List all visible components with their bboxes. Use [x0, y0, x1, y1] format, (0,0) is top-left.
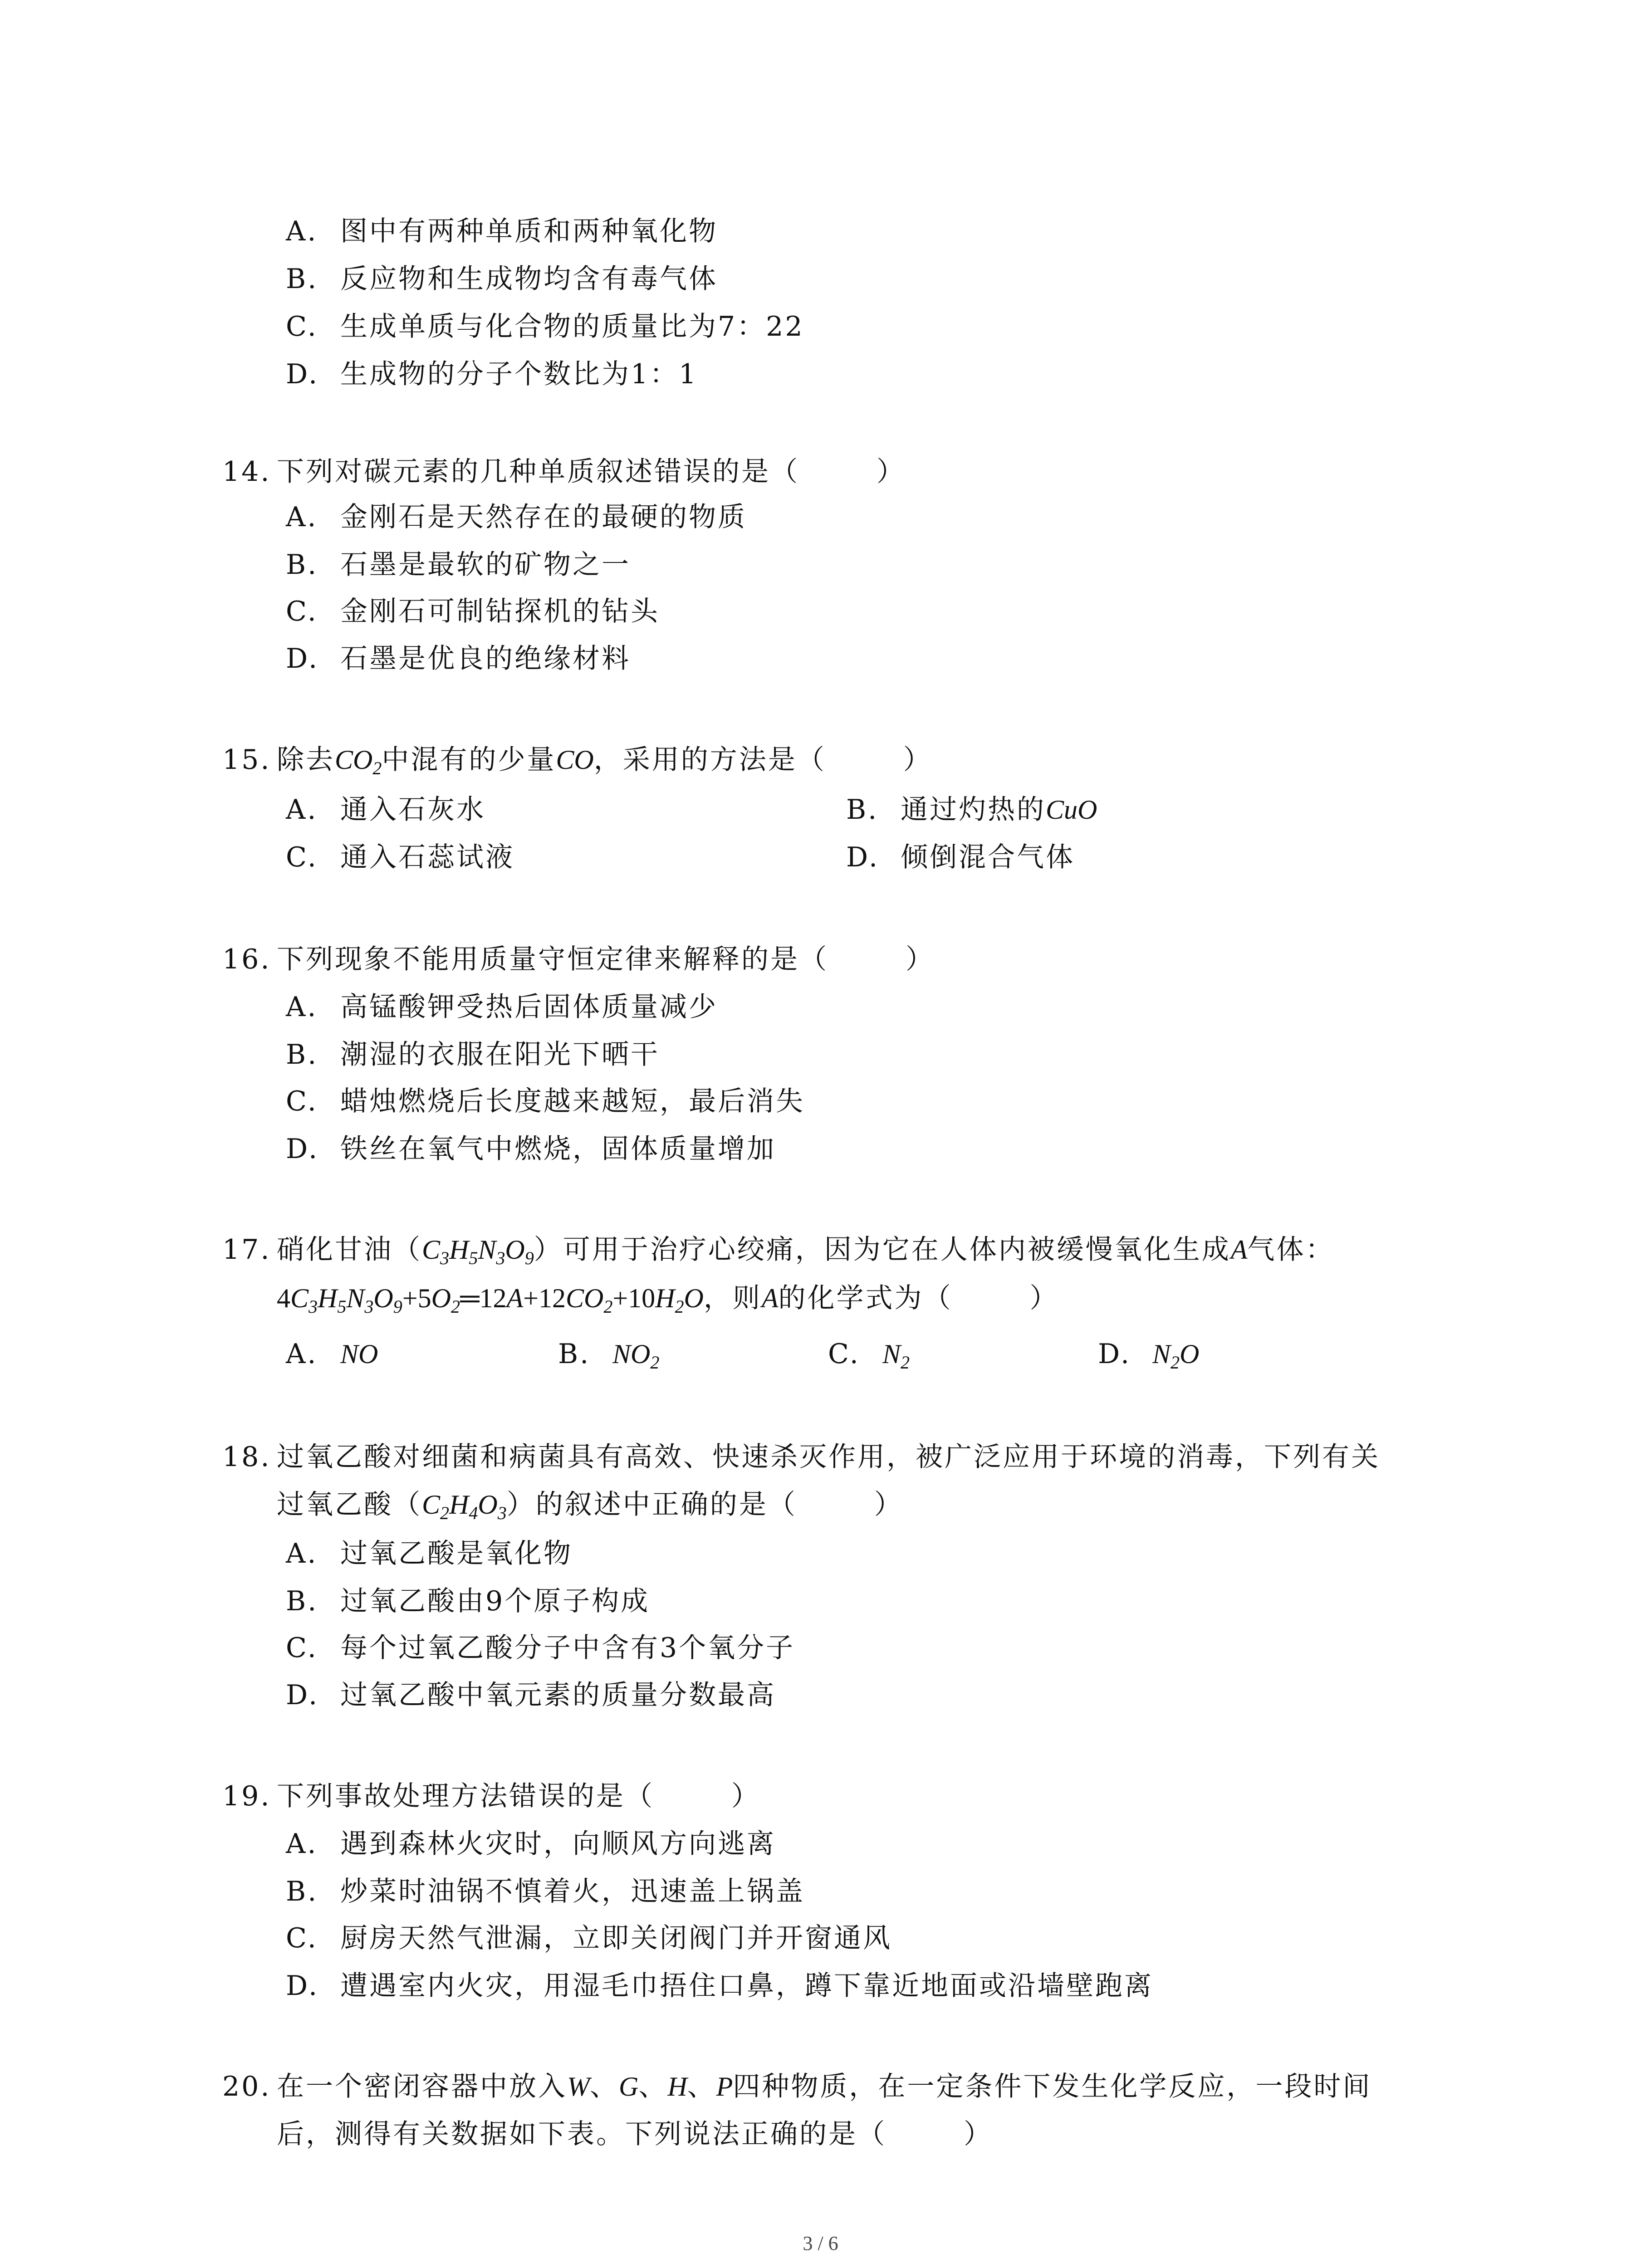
q14-option-c: C. 金刚石可制钻探机的钻头: [286, 596, 660, 627]
q15-option-a: A. 通入石灰水: [286, 794, 485, 826]
q14-option-a: A. 金刚石是天然存在的最硬的物质: [286, 501, 747, 533]
q20-stem-line2: 后，测得有关数据如下表。下列说法正确的是（ ）: [277, 2118, 993, 2150]
q18-option-c: C. 每个过氧乙酸分子中含有3个氧分子: [286, 1632, 795, 1664]
page-number: 3 / 6: [803, 2232, 838, 2254]
q18-stem-line2: 过氧乙酸$(C_2H_4O_3)$的叙述中正确的是（ ）: [277, 1489, 903, 1523]
q17-stem-line1: 17. 硝化甘油$(C_3H_5N_3O_9)$可用于治疗心绞痛，因为它在人体内被缓慢氧化生成A气体：: [222, 1234, 1335, 1268]
q18-option-a: A. 过氧乙酸是氧化物: [286, 1538, 573, 1569]
q16-option-b: B. 潮湿的衣服在阳光下晒干: [286, 1039, 660, 1070]
q15-option-b: B. 通过灼热的CuO: [846, 794, 1097, 826]
q16-stem: 16. 下列现象不能用质量守恒定律来解释的是（ ）: [222, 943, 935, 975]
q18-option-d: D. 过氧乙酸中氧元素的质量分数最高: [286, 1679, 776, 1711]
q15-option-d: D. 倾倒混合气体: [846, 841, 1075, 873]
q19-stem: 19. 下列事故处理方法错误的是（ ）: [222, 1780, 760, 1812]
q17-equation: $4C_3H_5N_3O_9+5O_2═12A+12CO_2+10H_2O$，则A的化学式为（ ）: [277, 1282, 1059, 1317]
q16-option-a: A. 高锰酸钾受热后固体质量减少: [286, 991, 718, 1023]
q13-option-b: B. 反应物和生成物均含有毒气体: [286, 263, 718, 295]
q15-option-c: C. 通入石蕊试液: [286, 841, 514, 873]
q14-stem: 14. 下列对碳元素的几种单质叙述错误的是（ ）: [222, 456, 906, 488]
q19-option-b: B. 炒菜时油锅不慎着火，迅速盖上锅盖: [286, 1876, 805, 1907]
q18-option-b: B. 过氧乙酸由9个原子构成: [286, 1585, 650, 1617]
q17-option-d: D. $N_2O$: [1098, 1338, 1200, 1373]
q20-stem-line1: 20. 在一个密闭容器中放入W、G、H、P四种物质，在一定条件下发生化学反应，一段时间: [222, 2071, 1372, 2102]
q19-option-d: D. 遭遇室内火灾，用湿毛巾捂住口鼻，蹲下靠近地面或沿墙壁跑离: [286, 1970, 1153, 2002]
q17-option-b: B. $NO_2$: [558, 1338, 660, 1373]
q19-option-c: C. 厨房天然气泄漏，立即关闭阀门并开窗通风: [286, 1922, 892, 1954]
q13-option-a: A. 图中有两种单质和两种氧化物: [286, 215, 718, 247]
q14-option-d: D. 石墨是优良的绝缘材料: [286, 643, 631, 675]
q19-option-a: A. 遇到森林火灾时，向顺风方向逃离: [286, 1828, 776, 1860]
q13-option-d: D. 生成物的分子个数比为1：1: [286, 358, 698, 390]
q17-option-a: A. NO: [286, 1338, 378, 1370]
q13-option-c: C. 生成单质与化合物的质量比为7：22: [286, 311, 804, 342]
q17-option-c: C. $N_2$: [828, 1338, 910, 1373]
q14-option-b: B. 石墨是最软的矿物之一: [286, 549, 631, 581]
q16-option-d: D. 铁丝在氧气中燃烧，固体质量增加: [286, 1133, 776, 1165]
q15-stem: 15. 除去$CO_2$中混有的少量CO，采用的方法是（ ）: [222, 744, 932, 778]
q16-option-c: C. 蜡烛燃烧后长度越来越短，最后消失: [286, 1085, 805, 1117]
q18-stem-line1: 18. 过氧乙酸对细菌和病菌具有高效、快速杀灭作用，被广泛应用于环境的消毒，下列有关: [222, 1441, 1380, 1473]
